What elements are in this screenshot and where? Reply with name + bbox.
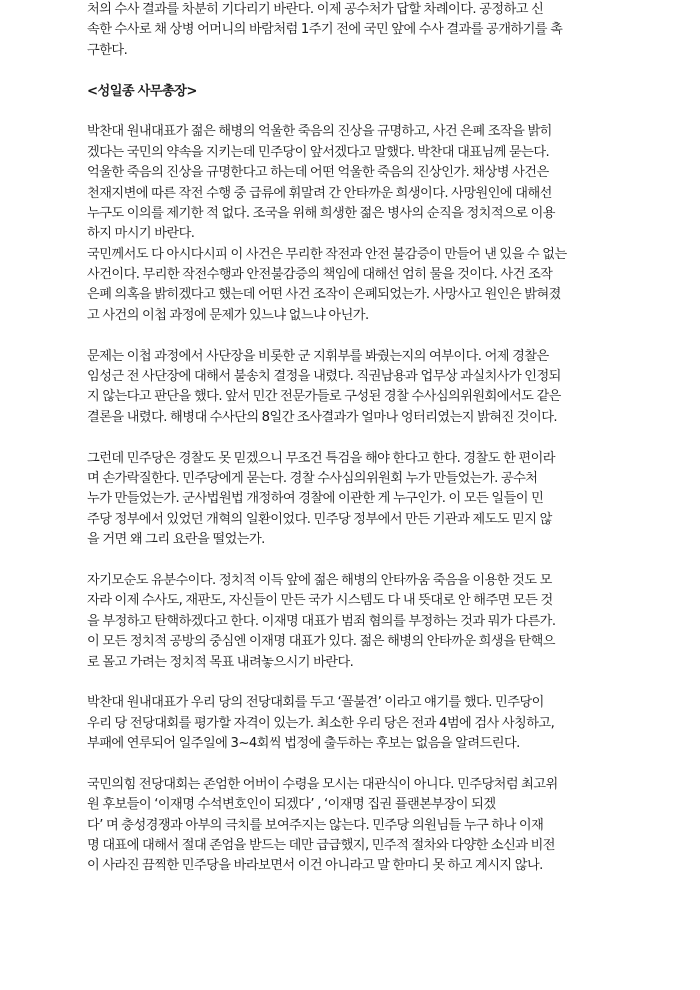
text-line: 천재지변에 따른 작전 수행 중 급류에 휘말려 간 안타까운 희생이다. 사망원인에 대해선 [87,185,552,201]
paragraph-intro [87,0,615,61]
text-line: 국민께서도 다 아시다시피 이 사건은 무리한 작전과 안전 불감증이 만들어 낸 있을 수 없는 [87,246,567,262]
paragraph-3 [87,449,615,551]
text-line: 자기모순도 유분수이다. 정치적 이득 앞에 젊은 해병의 안타까움 죽음을 이용한 것도 모 [87,572,552,588]
text-line: 억울한 죽음의 진상을 규명한다고 하는데 어떤 억울한 죽음의 진상인가. 채상병 사건은 [87,165,549,181]
text-line: 원 후보들이 ‘이재명 수석변호인이 되겠다’ , ‘이재명 집권 플랜본부장이 되겠 [87,797,496,813]
paragraph-1 [87,122,615,326]
paragraph-4 [87,571,615,673]
text-line: 속한 수사로 채 상병 어머니의 바람처럼 1주기 전에 국민 앞에 수사 결과를 공개하기를 촉 [87,22,563,38]
text-line: 처의 수사 결과를 차분히 기다리기 바란다. 이제 공수처가 답할 차례이다. 공정하고 신 [87,2,544,17]
text-line: 은폐 의혹을 밝히겠다고 했는데 어떤 사건 조작이 은폐되었는가. 사망사고 원인은 밝혀졌 [87,287,561,303]
text-line: 로 몰고 가려는 정치적 목표 내려놓으시기 바란다. [87,654,354,670]
text-line: 이 모든 정치적 공방의 중심엔 이재명 대표가 있다. 젊은 해병의 안타까운 희생을 탄핵으 [87,634,555,650]
text-line: 이 사라진 끔찍한 민주당을 바라보면서 이건 아니라고 말 한마디 못 하고 계시지 않나. [87,858,543,874]
text-line: 우리 당 전당대회를 평가할 자격이 있는가. 최소한 우리 당은 전과 4범에 검사 사칭하고, [87,715,555,731]
text-line: 박찬대 원내대표가 우리 당의 전당대회를 두고 ‘꼴불견’ 이라고 얘기를 했다. 민주당이 [87,695,544,711]
text-line: 자라 이제 수사도, 재판도, 자신들이 만든 국가 시스템도 다 내 뜻대로 안 해주면 모든 것 [87,593,553,609]
text-line: 명 대표에 대해서 절대 존엄을 받드는 데만 급급했지, 민주적 절차와 다양한 소신과 비전 [87,838,555,854]
text-line: 누구도 이의를 제기한 적 없다. 조국을 위해 희생한 젊은 병사의 순직을 정치적으로 이용 [87,205,555,221]
text-line: 구한다. [87,42,128,58]
text-line: 겠다는 국민의 약속을 지키는데 민주당이 앞서겠다고 말했다. 박찬대 대표님께 묻는다. [87,144,550,160]
text-line: 을 부정하고 탄핵하겠다고 한다. 이재명 대표가 범죄 혐의를 부정하는 것과 뭐가 다른가. [87,613,556,629]
text-line: 박찬대 원내대표가 젊은 해병의 억울한 죽음의 진상을 규명하고, 사건 은폐 조작을 밝히 [87,124,552,140]
text-line: 지 않는다고 판단을 했다. 앞서 민간 전문가들로 구성된 경찰 수사심의위원회에서도 같은 [87,389,561,405]
text-line: 고 사건의 이첩 과정에 문제가 있느냐 없느냐 아닌가. [87,307,369,323]
text-line: 그런데 민주당은 경찰도 못 믿겠으니 무조건 특검을 해야 한다고 한다. 경찰도 한 편이라 [87,450,555,466]
text-line: 며 손가락질한다. 민주당에게 묻는다. 경찰 수사심의위원회 누가 만들었는가. 공수처 [87,471,538,486]
text-line: 임성근 전 사단장에 대해서 불송치 결정을 내렸다. 직권남용과 업무상 과실치사가 인정되 [87,369,561,385]
text-line: 주당 정부에서 있었던 개혁의 일환이었다. 민주당 정부에서 만든 기관과 제도도 믿지 않 [87,511,552,527]
text-line: 문제는 이첩 과정에서 사단장을 비롯한 군 지휘부를 봐줬는지의 여부이다. 어제 경찰은 [87,348,549,364]
text-line: 부패에 연루되어 일주일에 3~4회씩 법정에 출두하는 후보는 없음을 알려드린다. [87,736,520,752]
paragraph-5 [87,693,615,754]
text-line: 국민의힘 전당대회는 존엄한 어버이 수령을 모시는 대관식이 아니다. 민주당처럼 최고위 [87,776,558,792]
text-line: 사건이다. 무리한 작전수행과 안전불감증의 책임에 대해선 엄히 물을 것이다. 사건 조작 [87,267,553,283]
text-line: 다’ 며 충성경쟁과 아부의 극치를 보여주지는 않는다. 민주당 의원님들 누구 하나 이재 [87,817,544,833]
paragraph-2 [87,347,615,429]
text-line: 하지 마시기 바란다. [87,226,195,242]
section-heading: <성일종 사무총장> [87,83,197,99]
text-line: 을 거면 왜 그리 요란을 떨었는가. [87,532,265,548]
text-line: 누가 만들었는가. 군사법원법 개정하여 경찰에 이관한 게 누구인가. 이 모든 일들이 민 [87,491,544,507]
paragraph-6 [87,775,615,877]
text-line: 결론을 내렸다. 해병대 수사단의 8일간 조사결과가 얼마나 엉터리였는지 밝혀진 것이다. [87,409,558,425]
document-page [87,0,615,897]
